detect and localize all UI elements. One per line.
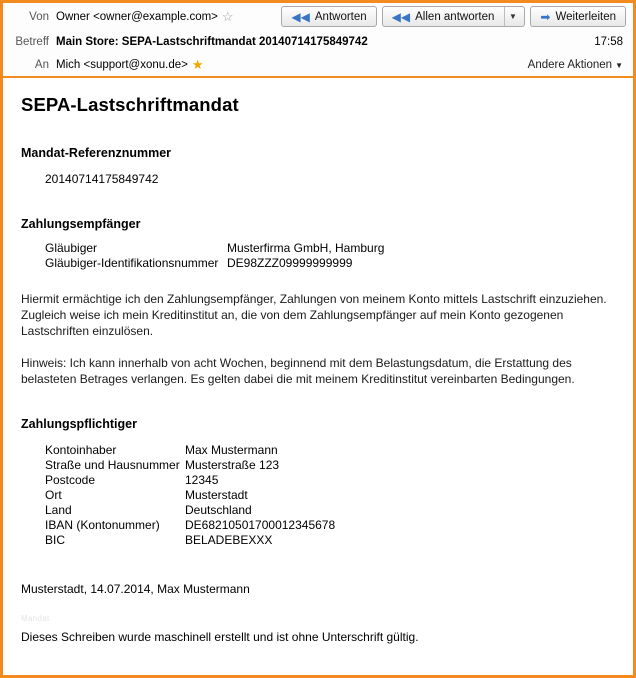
reply-button[interactable] (281, 6, 376, 27)
reply-button-label: Antworten (314, 10, 367, 23)
from-label: Von (29, 10, 49, 23)
section-heading-creditor: Zahlungsempfänger (21, 217, 141, 231)
creditor-row-key: Gläubiger-Identifikationsnummer (45, 256, 219, 270)
timestamp: 17:58 (594, 35, 623, 48)
payer-row (45, 533, 615, 548)
payer-row-value: DE68210501700012345678 (185, 518, 336, 532)
mandate-paragraph-1: Hiermit ermächtige ich den Zahlungsempfänger, Zahlungen von meinem Konto mittels Lastschrift einzuziehen. Zugleich weise ich mein Kreditinstitut an, die von dem Zahlungsempfänger auf mein Konto gezogenen Lastschriften einzulösen. (21, 292, 607, 338)
email-body (3, 78, 633, 670)
payer-row-key: Postcode (45, 473, 96, 487)
to-value: Mich <support@xonu.de> (56, 58, 188, 71)
payer-row-key: Straße und Hausnummer (45, 458, 180, 472)
creditor-row-value: Musterfirma GmbH, Hamburg (227, 241, 385, 255)
creditor-row (45, 256, 615, 271)
chevron-down-icon-reply-all[interactable]: ▼ (504, 7, 520, 26)
payer-row-key: IBAN (Kontonummer) (45, 518, 160, 532)
payer-row (45, 518, 615, 533)
payer-row (45, 443, 615, 458)
creditor-row-key: Gläubiger (45, 241, 98, 255)
mandate-paragraph-2: Hinweis: Ich kann innerhalb von acht Wochen, beginnend mit dem Belastungsdatum, die Erstattung des belasteten Betrages verlangen. Es gelten dabei die mit meinem Kreditinstitut vereinbarten Bedingungen. (21, 356, 575, 386)
payer-details (21, 443, 615, 548)
reply-all-arrow-icon: ◀◀ (391, 9, 411, 24)
signoff-line: Musterstadt, 14.07.2014, Max Mustermann (21, 582, 250, 596)
payer-row (45, 503, 615, 518)
creditor-row (45, 241, 615, 256)
payer-row-key: Kontoinhaber (45, 443, 117, 457)
forward-button[interactable] (530, 6, 626, 27)
header-row-from (3, 3, 633, 30)
watermark-text: Mandat (21, 614, 50, 623)
payer-row-value: 12345 (185, 473, 219, 487)
document-title: SEPA-Lastschriftmandat (21, 94, 239, 115)
to-label: An (34, 58, 49, 71)
payer-row-key: Land (45, 503, 72, 517)
reply-arrow-icon: ◀◀ (291, 9, 310, 24)
mandate-reference-value: 20140714175849742 (45, 172, 159, 186)
subject-value: Main Store: SEPA-Lastschriftmandat 20140714175849742 (56, 35, 368, 48)
payer-row (45, 458, 615, 473)
forward-arrow-icon: ➡ (540, 9, 551, 24)
payer-row-value: BELADEBEXXX (185, 533, 273, 547)
email-header (3, 3, 633, 78)
subject-label: Betreff (15, 35, 49, 48)
star-icon-recipient[interactable]: ★ (191, 57, 204, 72)
reply-all-button[interactable] (382, 6, 526, 27)
header-row-subject (3, 30, 633, 53)
payer-row-key: BIC (45, 533, 66, 547)
header-toolbar (281, 6, 629, 27)
section-heading-payer: Zahlungspflichtiger (21, 417, 137, 431)
payer-row-key: Ort (45, 488, 62, 502)
reply-all-button-label: Allen antworten (415, 10, 495, 23)
forward-button-label: Weiterleiten (555, 10, 616, 23)
machine-generated-note: Dieses Schreiben wurde maschinell erstellt und ist ohne Unterschrift gültig. (21, 630, 419, 644)
creditor-details (21, 241, 615, 271)
payer-row-value: Max Mustermann (185, 443, 278, 457)
payer-row (45, 488, 615, 503)
payer-row-value: Musterstraße 123 (185, 458, 280, 472)
other-actions-label: Andere Aktionen (527, 58, 613, 71)
other-actions-menu[interactable] (528, 59, 629, 71)
chevron-down-icon-other-actions: ▼ (615, 60, 623, 70)
section-heading-mandate: Mandat-Referenznummer (21, 146, 172, 160)
header-row-to (3, 53, 633, 76)
payer-row (45, 473, 615, 488)
payer-row-value: Deutschland (185, 503, 252, 517)
star-icon-sender[interactable]: ☆ (221, 9, 234, 24)
payer-row-value: Musterstadt (185, 488, 248, 502)
creditor-row-value: DE98ZZZ09999999999 (227, 256, 353, 270)
from-value: Owner <owner@example.com> (56, 10, 218, 23)
